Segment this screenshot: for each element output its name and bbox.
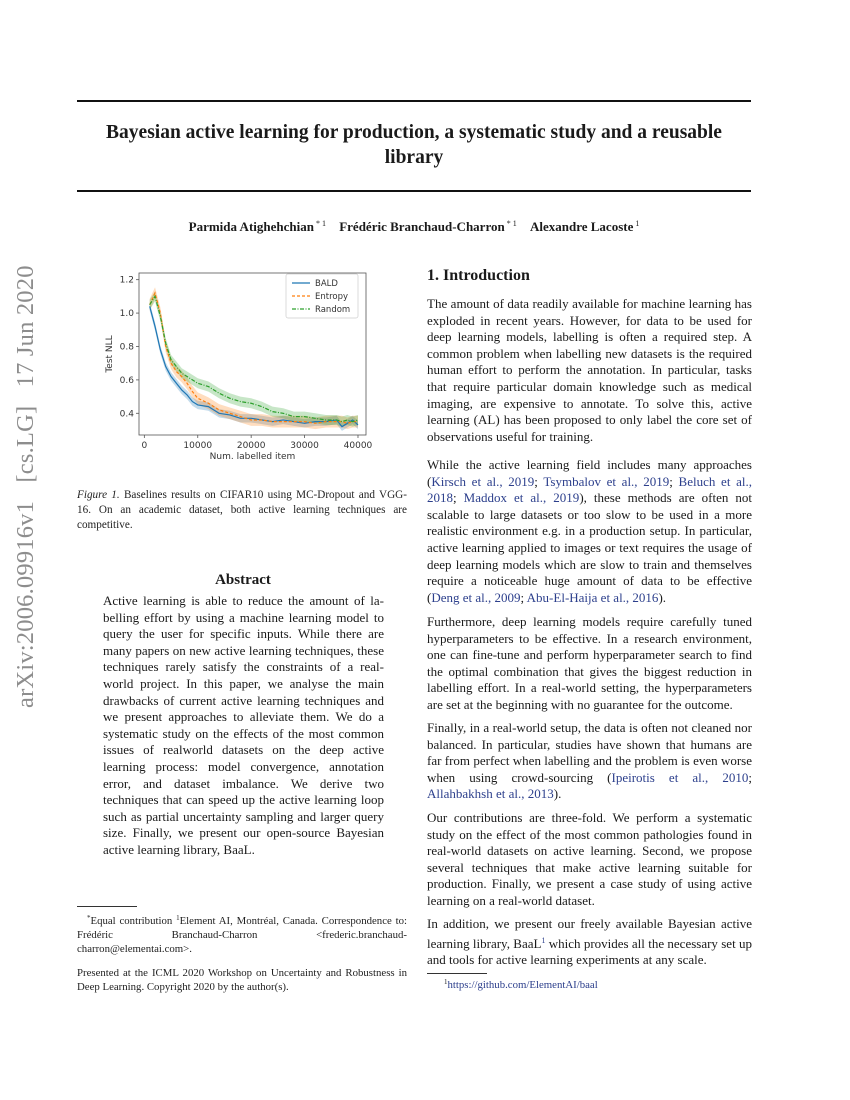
y-axis-label: Test NLL bbox=[105, 335, 115, 373]
citation[interactable]: Beluch et al., 2018 bbox=[427, 473, 752, 506]
title-bottom-rule bbox=[77, 190, 751, 192]
author-name: Alexandre Lacoste bbox=[529, 219, 634, 234]
text: While the active learning field includes many approaches ( bbox=[427, 457, 752, 489]
confidence-band bbox=[150, 302, 358, 431]
abstract-body: Active learning is able to reduce the amount of labelling effort by using a machine learning model to query the user for specific inputs. While there are many papers on new active learning techniques, these techniques rarely satisfy the constraints of a real-world project. In this paper, we analyse the main drawbacks of current active learning techniques and we present approaches to alleviate them. We do a systematic study on the effects of the most common issues of realworld datasets on the deep active learning process: model convergence, annotation error, and dataset imbalance. We derive two techniques that can speed up the active learning loop such as partial uncertainty sampling and larger query size. Finally, we present our open-source Bayesian active learning library, BaaL. bbox=[103, 593, 384, 857]
x-tick-label: 20000 bbox=[236, 441, 266, 451]
citation[interactable]: Kirsch et al., 2019 bbox=[431, 473, 535, 489]
arxiv-category: [cs.LG] bbox=[12, 405, 39, 483]
intro-paragraph-1: The amount of data readily available for machine learning has exploded in recent years. However, for data to be used for deep learning models, labelling is often a required step. A common problem when labelling new datasets is the required human effort to perform the annotation. In particular, tasks that require particular domain knowledge such as medical imaging, are expensive to annotate. To solve this, active learning (AL) has been proposed to only label the core set of observations useful for training. bbox=[427, 296, 752, 444]
citation[interactable]: Tsymbalov et al., 2019 bbox=[543, 473, 670, 489]
arxiv-date: 17 Jun 2020 bbox=[12, 265, 39, 388]
footnote-link[interactable]: 1 bbox=[541, 935, 546, 945]
y-tick-label: 1.2 bbox=[119, 275, 134, 286]
author-marks: * 1 bbox=[506, 219, 517, 228]
footnote-rule bbox=[427, 973, 487, 974]
github-link[interactable]: https://github.com/ElementAI/baal bbox=[447, 979, 598, 991]
figure-label: Figure 1. bbox=[77, 489, 120, 501]
author bbox=[339, 219, 517, 234]
citation[interactable]: Ipeirotis et al., 2010 bbox=[611, 769, 749, 785]
legend-label: Entropy bbox=[315, 292, 349, 302]
legend-label: Random bbox=[315, 305, 351, 315]
line-chart bbox=[100, 265, 380, 475]
equal-contribution-note: Equal contribution bbox=[90, 915, 177, 927]
citation[interactable]: Deng et al., 2009 bbox=[431, 589, 521, 605]
top-rule bbox=[77, 100, 751, 102]
arxiv-id[interactable]: arXiv:2006.09916v1 bbox=[12, 500, 39, 708]
author bbox=[530, 219, 639, 234]
text: ), these methods are often not scalable to large datasets or too slow to be used in a more realistic environment e.g. in a production setup. In particular, active learning applied to images or text requires the usage of deep learning models which are slow to train and themselves require a noticeable huge amount of data to be effective ( bbox=[427, 490, 752, 605]
citation[interactable]: Allahbakhsh et al., 2013 bbox=[427, 786, 554, 802]
author-name: Frédéric Branchaud-Charron bbox=[339, 219, 505, 234]
footnote-mark: 1 bbox=[444, 978, 448, 986]
x-tick-label: 40000 bbox=[343, 441, 373, 451]
citation[interactable]: Abu-El-Haija et al., 2016 bbox=[526, 589, 659, 605]
section-heading-introduction: 1. Introduction bbox=[427, 267, 530, 284]
author-marks: * 1 bbox=[315, 219, 326, 228]
footnote-rule bbox=[77, 906, 137, 907]
arxiv-watermark bbox=[6, 265, 46, 708]
text: In addition, we present our freely available Bayesian active learning library, BaaL bbox=[427, 916, 752, 951]
y-tick-label: 0.6 bbox=[119, 375, 134, 386]
author-marks: 1 bbox=[635, 219, 640, 228]
text: ). bbox=[553, 786, 562, 802]
x-tick-label: 10000 bbox=[183, 441, 213, 451]
footnote-mark: * bbox=[87, 914, 91, 922]
intro-paragraph-4: Finally, in a real-world setup, the data is often not cleaned nor balanced. In particular, studies have shown that humans are far from perfect when labelling and the problem is even worse when using crowd-sourcing (Ipeirotis et al., 2010; Allahbakhsh et al., 2013). bbox=[427, 720, 752, 802]
legend-label: BALD bbox=[315, 279, 338, 289]
chart-legend bbox=[286, 274, 358, 318]
author bbox=[189, 219, 326, 234]
x-tick-label: 0 bbox=[141, 441, 148, 451]
venue-note: Presented at the ICML 2020 Workshop on Uncertainty and Robustness in Deep Learning. Copyright 2020 by the author(s). bbox=[77, 967, 407, 993]
text: Finally, in a real-world setup, the data is often not cleaned nor balanced. In particular, studies have shown that humans are far from perfect when labelling and the problem is even worse when using crowd-sourcing ( bbox=[427, 720, 752, 785]
paper-title: Bayesian active learning for production, a systematic study and a reusable library bbox=[106, 122, 722, 168]
figure-caption bbox=[77, 488, 407, 533]
intro-paragraph-2: While the active learning field includes many approaches (Kirsch et al., 2019; Tsymbalov et al., 2019; Beluch et al., 2018; Maddox et al., 2019), these methods are often not scalable to large datasets or too slow to be used in a more realistic environment e.g. in a production setup. In particular, active learning applied to images or text requires the usage of deep learning models which are slow to train and themselves require a noticeable huge amount of data to be effective (Deng et al., 2009; Abu-El-Haija et al., 2016). bbox=[427, 457, 752, 605]
url-footnote bbox=[444, 978, 598, 991]
x-tick-label: 30000 bbox=[290, 441, 319, 451]
figure-1-chart bbox=[100, 265, 380, 475]
y-tick-label: 0.8 bbox=[119, 342, 134, 353]
x-axis-label: Num. labelled item bbox=[209, 452, 296, 462]
intro-paragraph-3: Furthermore, deep learning models require carefully tuned hyperparameters to be effective. In a research environment, one can fine-tune and perform hyperparameter search to find the optimal combination that gives the biggest reduction in labelling effort. In a real-world setting, the hyperparameters are set at the beginning with no guarantee for the outcome. bbox=[427, 614, 752, 712]
y-tick-label: 1.0 bbox=[119, 309, 134, 320]
text: ). bbox=[658, 589, 667, 605]
figure-caption-text: Baselines results on CIFAR10 using MC-Dropout and VGG-16. On an academic dataset, both active learning techniques are competitive. bbox=[77, 489, 407, 531]
intro-paragraph-5: Our contributions are three-fold. We perform a systematic study on the effect of the most common pathologies found in real-world datasets on active learning. Second, we propose several techniques that make active learning suitable for production. Finally, we present a case study of using active learning on a real-world dataset. bbox=[427, 810, 752, 908]
affiliation-note: Element AI, Montréal, Canada. Correspondence to: Frédéric Branchaud-Charron <frederic.branchaud-charron@elementai.com>. bbox=[77, 915, 407, 955]
author-name: Parmida Atighehchian bbox=[188, 219, 314, 234]
author-list bbox=[77, 219, 751, 235]
intro-paragraph-6 bbox=[427, 916, 752, 969]
affiliation-footnote bbox=[77, 911, 407, 956]
footnote-mark: 1 bbox=[176, 914, 180, 922]
text: which provides all the necessary set up and tools for active learning experiments at any scale. bbox=[427, 935, 752, 968]
y-tick-label: 0.4 bbox=[119, 409, 134, 420]
citation[interactable]: Maddox et al., 2019 bbox=[463, 490, 580, 506]
abstract-heading: Abstract bbox=[215, 572, 271, 588]
